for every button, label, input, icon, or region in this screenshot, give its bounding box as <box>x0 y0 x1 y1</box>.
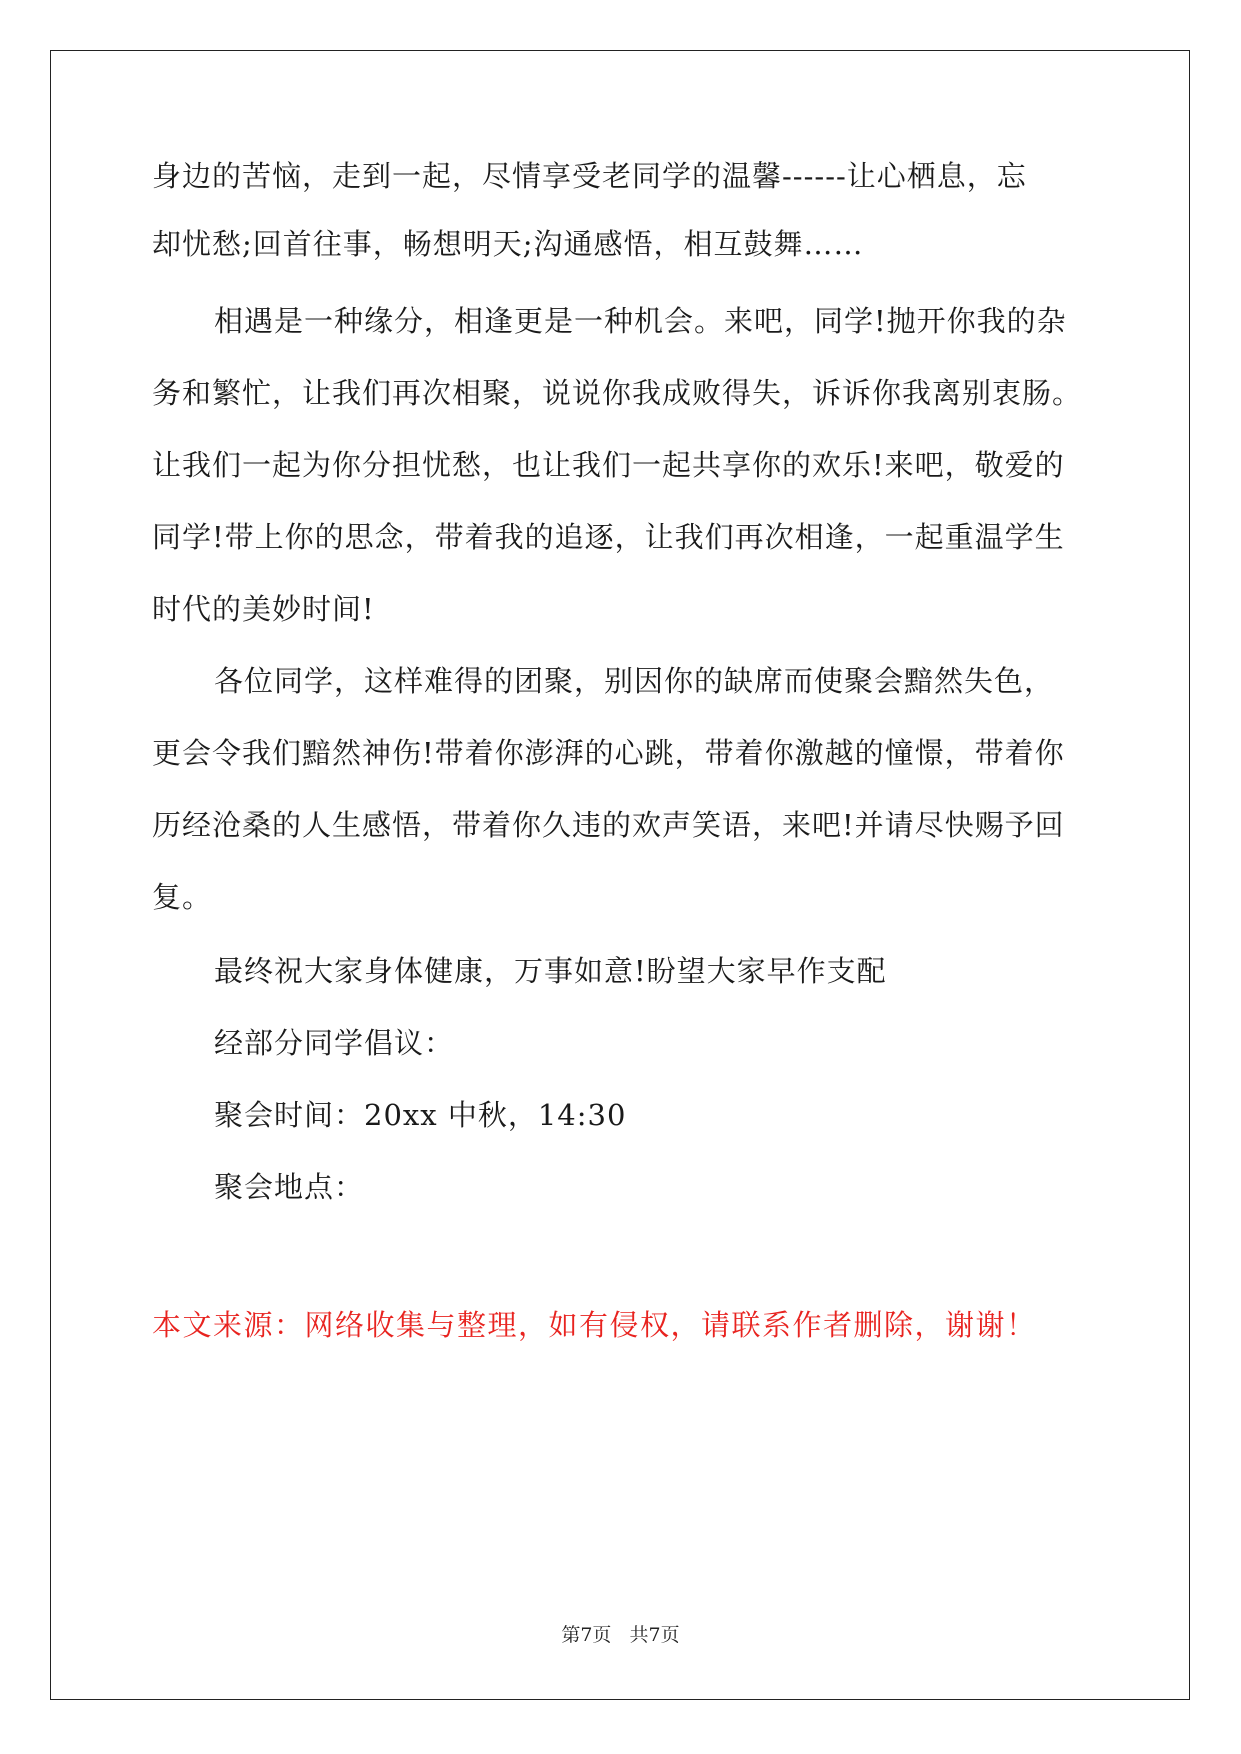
body-text-line: 历经沧桑的人生感悟，带着你久违的欢声笑语，来吧!并请尽快赐予回 <box>152 808 1065 842</box>
body-text-line: 务和繁忙，让我们再次相聚，说说你我成败得失，诉诉你我离别衷肠。 <box>152 376 1083 410</box>
source-notice: 本文来源：网络收集与整理，如有侵权，请联系作者删除，谢谢！ <box>152 1308 1037 1342</box>
body-text-line: 却忧愁;回首往事，畅想明天;沟通感悟，相互鼓舞…… <box>152 227 864 261</box>
meeting-place: 聚会地点： <box>214 1170 365 1204</box>
body-text-line: 同学!带上你的思念，带着我的追逐，让我们再次相逢，一起重温学生 <box>152 520 1065 554</box>
page-number-footer: 第7页 共7页 <box>561 1624 680 1646</box>
body-text-line: 更会令我们黯然神伤!带着你澎湃的心跳，带着你激越的憧憬，带着你 <box>152 736 1065 770</box>
body-text-line: 复。 <box>152 880 213 914</box>
page-border <box>50 50 1190 1700</box>
body-text-line: 相遇是一种缘分，相逢更是一种机会。来吧，同学!抛开你我的杂 <box>214 304 1067 338</box>
body-text-line: 最终祝大家身体健康，万事如意!盼望大家早作支配 <box>214 954 887 988</box>
body-text-line: 各位同学，这样难得的团聚，别因你的缺席而使聚会黯然失色， <box>214 664 1055 698</box>
body-text-line: 经部分同学倡议： <box>214 1026 455 1060</box>
body-text-line: 让我们一起为你分担忧愁，也让我们一起共享你的欢乐!来吧，敬爱的 <box>152 448 1065 482</box>
body-text-line: 身边的苦恼，走到一起，尽情享受老同学的温馨------让心栖息，忘 <box>152 159 1027 193</box>
meeting-time: 聚会时间：20xx 中秋，14:30 <box>214 1098 627 1132</box>
body-text-line: 时代的美妙时间! <box>152 592 375 626</box>
